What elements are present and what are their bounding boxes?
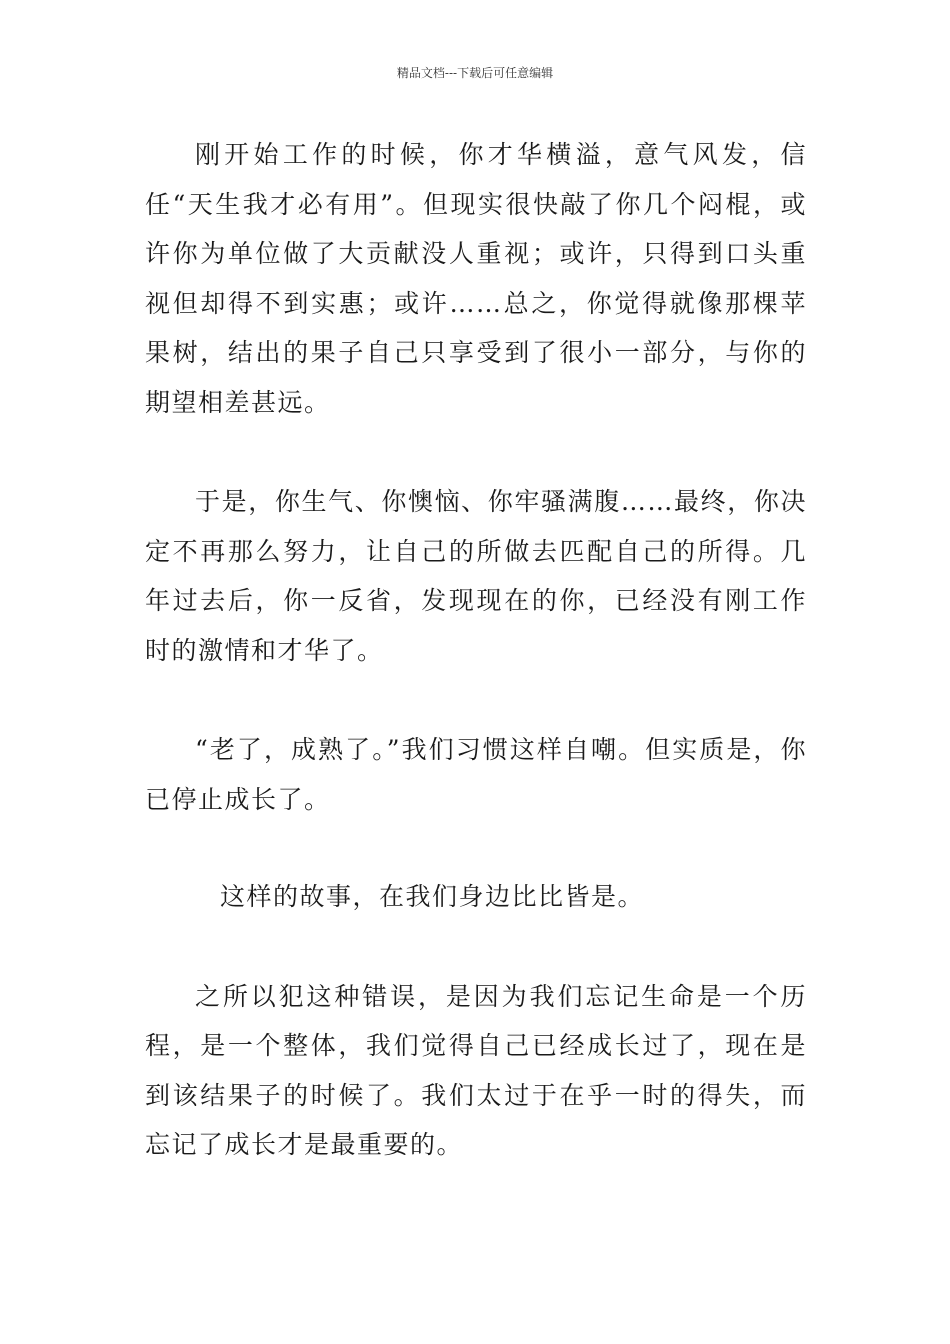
paragraph-1: 刚开始工作的时候，你才华横溢，意气风发，信任“天生我才必有用”。但现实很快敲了你几个闷棍，或许你为单位做了大贡献没人重视；或许，只得到口头重视但却得不到实惠；或许……总之，你觉得就像那棵苹果树，结出的果子自己只享受到了很小一部分，与你的期望相差甚远。 [145, 140, 807, 417]
paragraph-2: 于是，你生气、你懊恼、你牢骚满腹……最终，你决定不再那么努力，让自己的所做去匹配自己的所得。几年过去后，你一反省，发现现在的你，已经没有刚工作时的激情和才华了。 [145, 487, 807, 665]
paragraph-4: 这样的故事，在我们身边比比皆是。 [220, 882, 645, 911]
paragraph-5: 之所以犯这种错误，是因为我们忘记生命是一个历程，是一个整体，我们觉得自己已经成长过了，现在是到该结果子的时候了。我们太过于在乎一时的得失，而忘记了成长才是最重要的。 [145, 981, 807, 1159]
paragraph-3: “老了，成熟了。”我们习惯这样自嘲。但实质是，你已停止成长了。 [145, 735, 807, 814]
document-body [145, 130, 807, 1170]
page-header: 精品文档---下载后可任意编辑 [396, 66, 554, 80]
